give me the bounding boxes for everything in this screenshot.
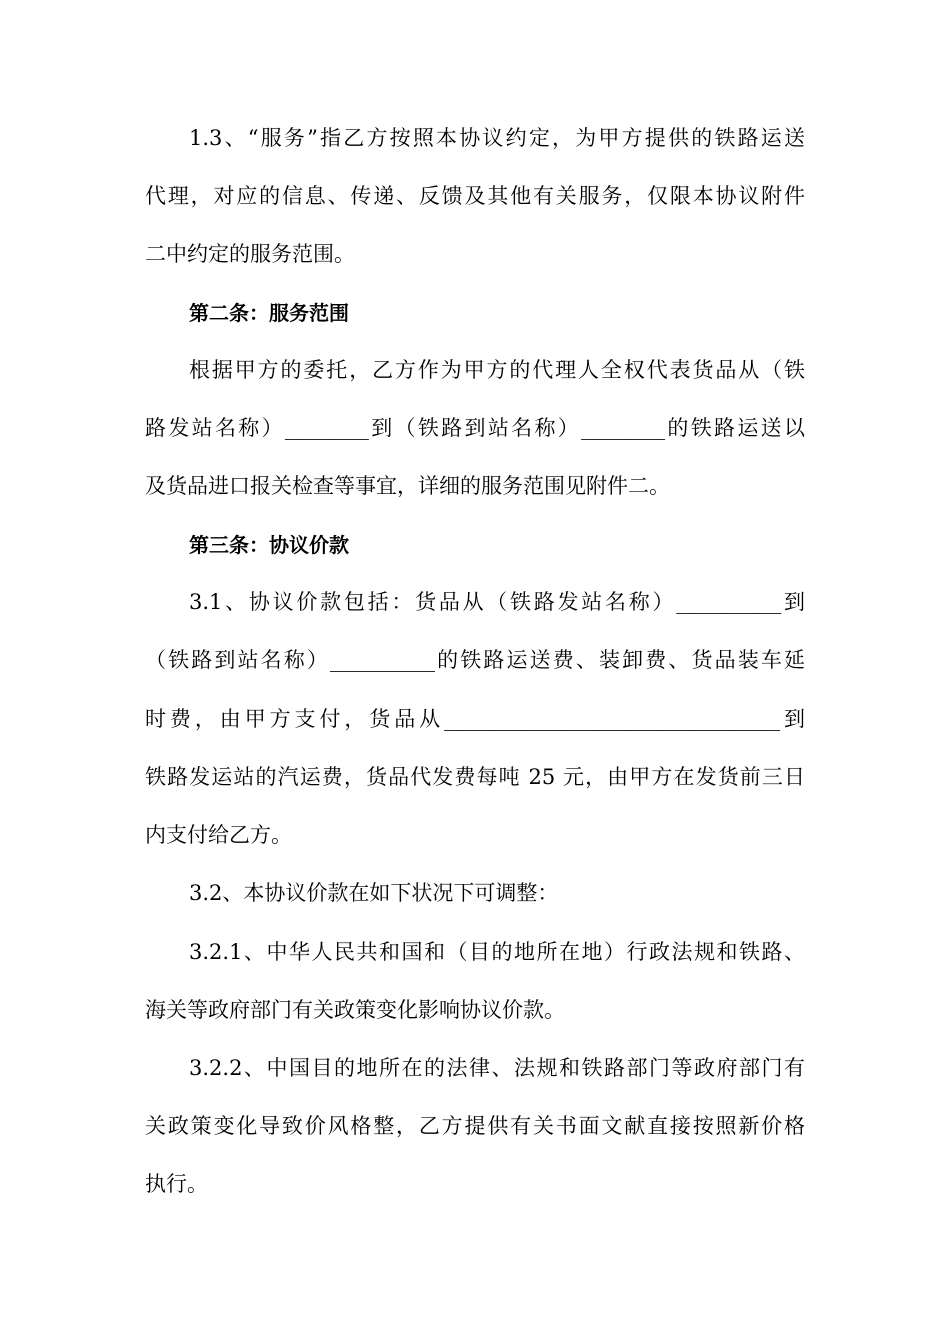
- clause-3-1-line-1: 3.1、协议价款包括：货品从（铁路发站名称）__________到: [189, 590, 805, 614]
- clause-3-2-1-line-2: 海关等政府部门有关政策变化影响协议价款。: [145, 998, 565, 1022]
- clause-3-2-line-1: 3.2、本协议价款在如下状况下可调整：: [189, 881, 559, 905]
- clause-3-2-2-line-2: 关政策变化导致价风格整，乙方提供有关书面文献直接按照新价格: [145, 1114, 805, 1138]
- clause-3-1-line-3: 时费，由甲方支付，货品从________________________________到: [145, 707, 805, 731]
- clause-1-3-line-3: 二中约定的服务范围。: [145, 242, 355, 266]
- article-2-line-1: 根据甲方的委托，乙方作为甲方的代理人全权代表货品从（铁: [189, 358, 805, 382]
- clause-1-3-line-2: 代理，对应的信息、传递、反馈及其他有关服务，仅限本协议附件: [145, 184, 805, 208]
- article-2-heading: 第二条：服务范围: [189, 301, 349, 325]
- article-2-line-3: 及货品进口报关检查等事宜，详细的服务范围见附件二。: [145, 474, 670, 498]
- clause-3-1-line-5: 内支付给乙方。: [145, 823, 292, 847]
- article-3-heading: 第三条：协议价款: [189, 533, 349, 557]
- clause-3-2-2-line-1: 3.2.2、中国目的地所在的法律、法规和铁路部门等政府部门有: [189, 1056, 805, 1080]
- clause-1-3-line-1: 1.3、“服务”指乙方按照本协议约定，为甲方提供的铁路运送: [189, 126, 805, 150]
- clause-3-1-line-2: （铁路到站名称）__________的铁路运送费、装卸费、货品装车延: [145, 648, 805, 672]
- clause-3-1-line-4: 铁路发运站的汽运费，货品代发费每吨 25 元，由甲方在发货前三日: [145, 765, 805, 789]
- clause-3-2-2-line-3: 执行。: [145, 1172, 208, 1196]
- article-2-line-2: 路发站名称）________到（铁路到站名称）________的铁路运送以: [145, 416, 805, 440]
- clause-3-2-1-line-1: 3.2.1、中华人民共和国和（目的地所在地）行政法规和铁路、: [189, 940, 805, 964]
